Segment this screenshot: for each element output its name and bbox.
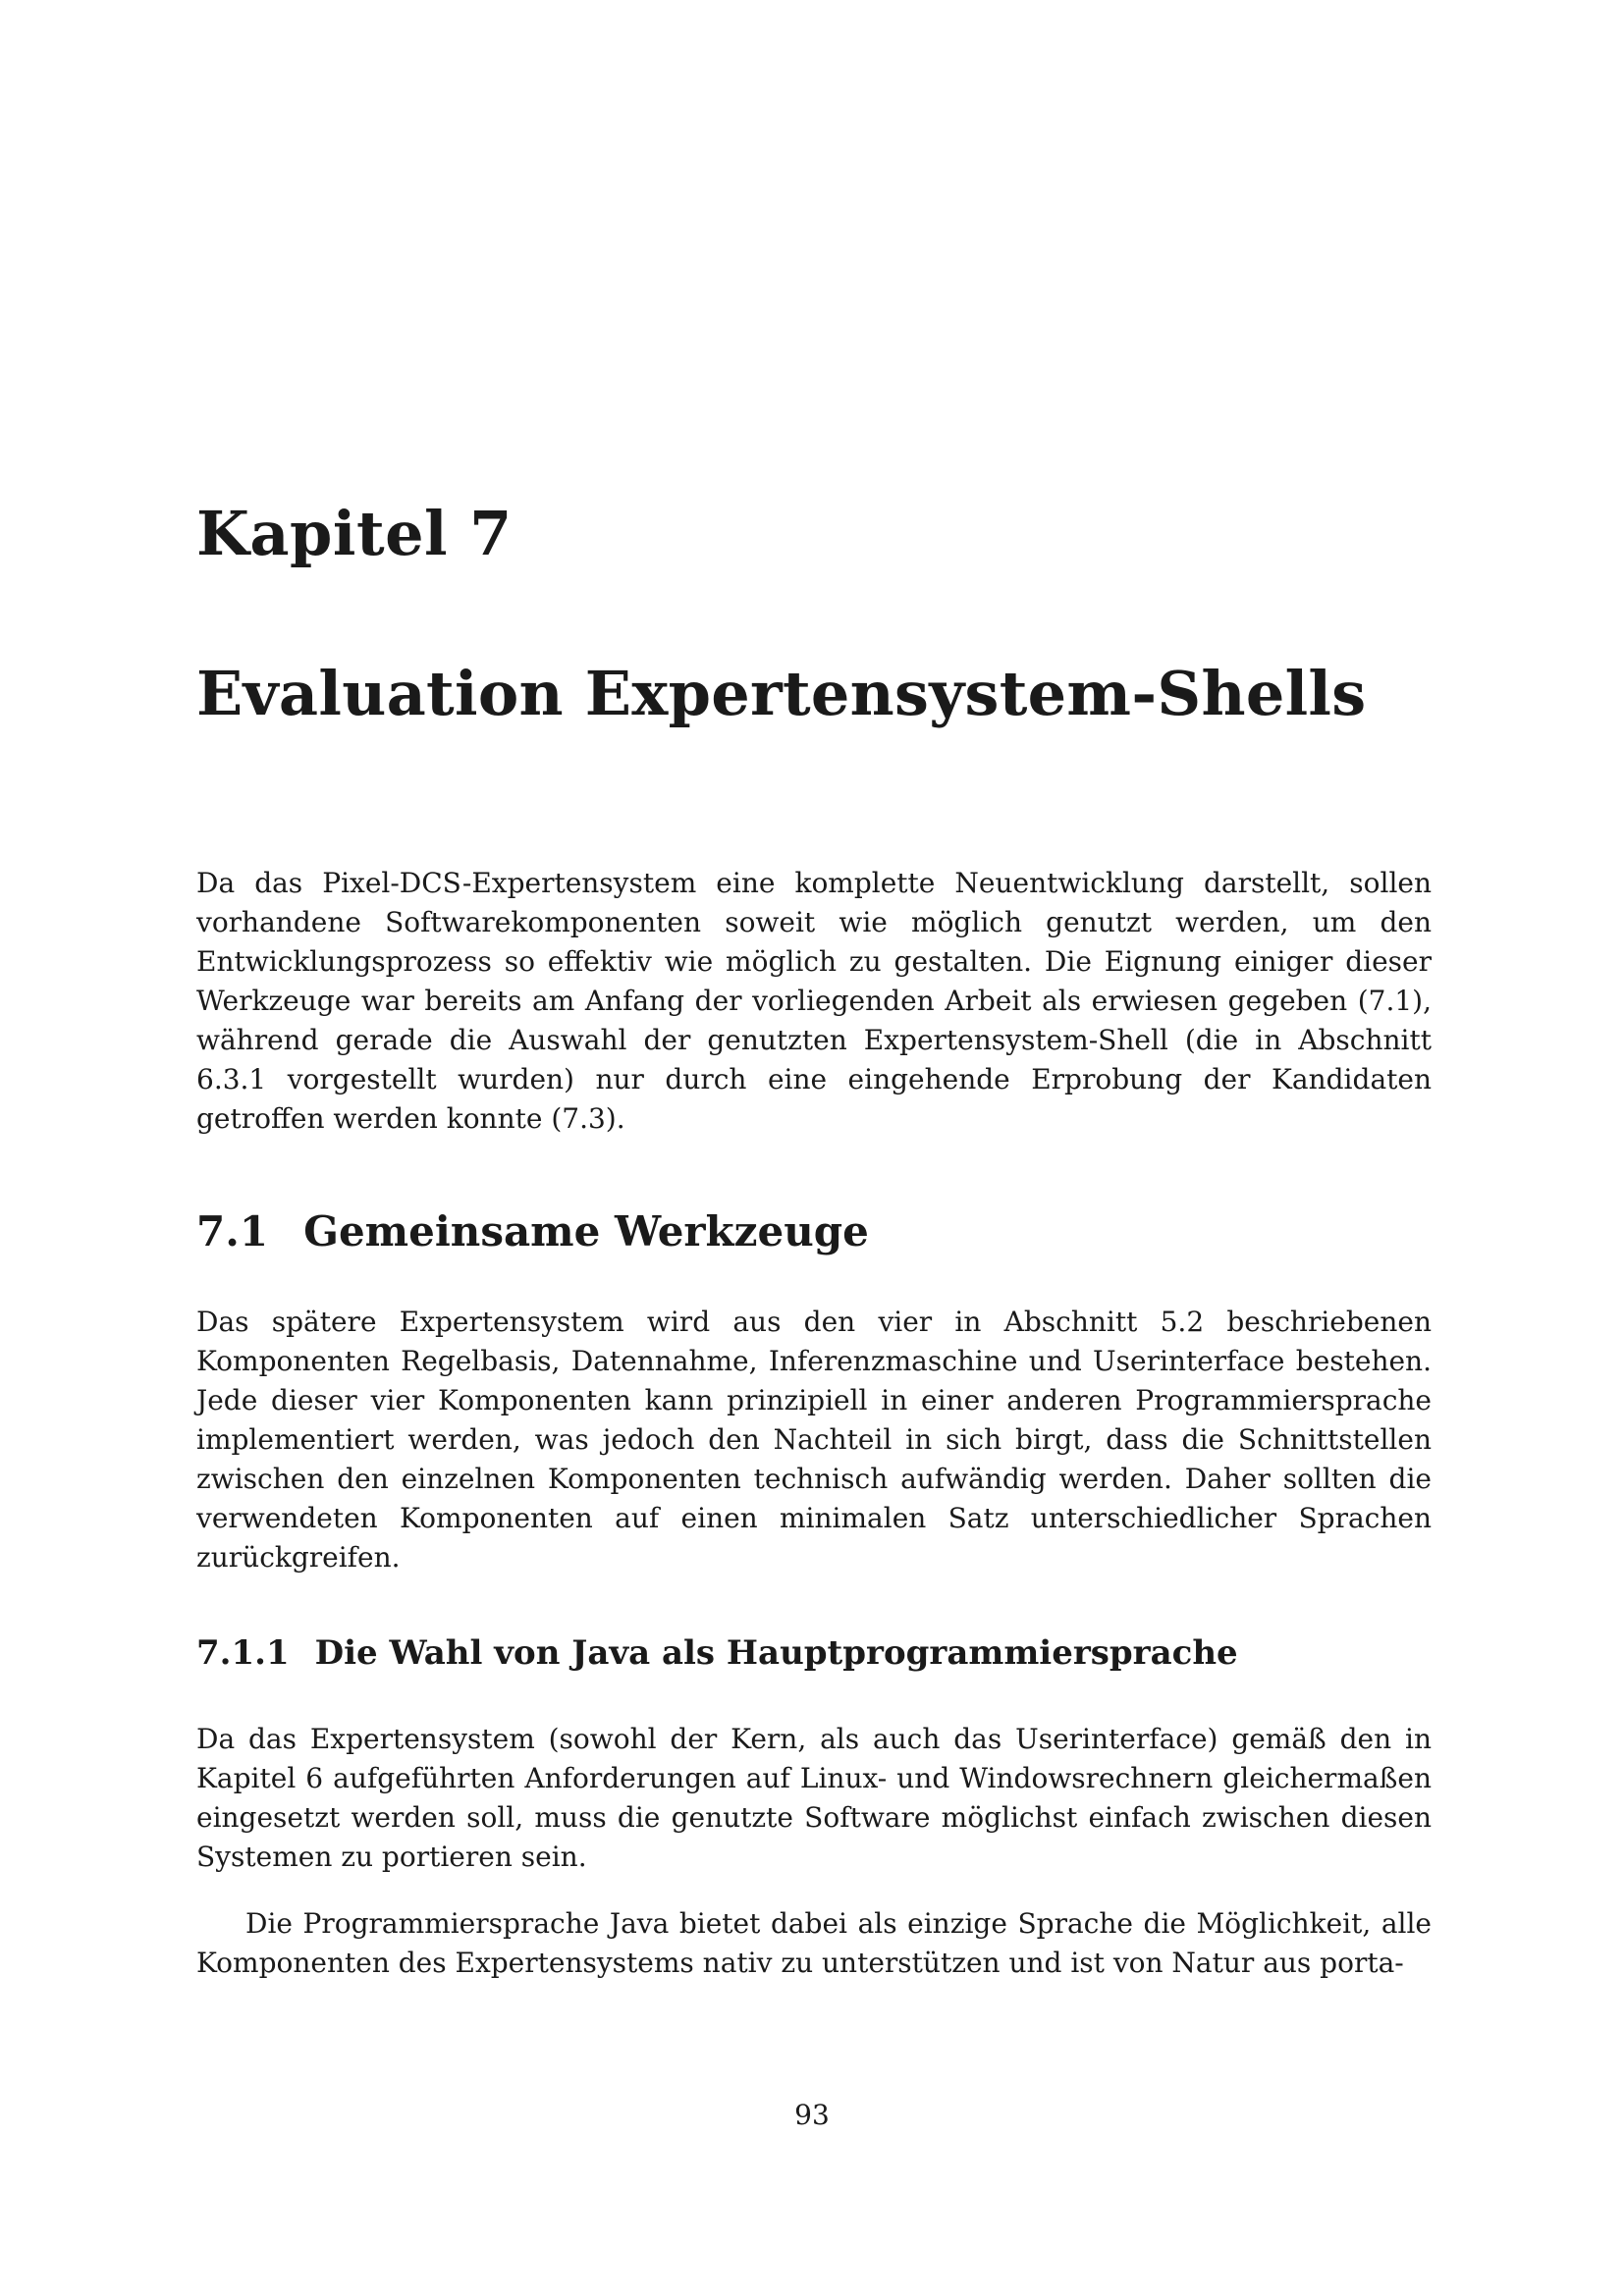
section-paragraph: Das spätere Expertensystem wird aus den vier in Abschnitt 5.2 beschriebenen Komponenten Regelbasis, Datennahme, Inferenzmaschine und Userinterface bestehen. Jede dieser vier Komponenten kann prinzipiell in einer anderen Programmiersprache implementiert werden, was jedoch den Nachteil in sich birgt, dass die Schnittstellen zwischen den einzelnen Komponenten technisch aufwändig werden. Daher sollten die verwendeten Komponenten auf einen minimalen Satz unterschiedlicher Sprachen zurückgreifen. [196,1306,1432,1574]
subsection-title: Die Wahl von Java als Hauptprogrammiersprache [314,1633,1238,1673]
section-number: 7.1 [196,1207,269,1255]
section-heading [196,1209,869,1255]
chapter-title: Evaluation Expertensystem-Shells [196,658,1367,729]
chapter-label: Kapitel 7 [196,498,513,569]
subsection-heading [196,1635,1238,1672]
section-title: Gemeinsame Werkzeuge [303,1207,869,1255]
page-number: 93 [794,2099,830,2131]
subsection-number: 7.1.1 [196,1633,290,1673]
subsection-paragraph-2: Die Programmiersprache Java bietet dabei als einzige Sprache die Möglichkeit, alle Komponenten des Expertensystems nativ zu unterstützen und ist von Natur aus porta- [196,1907,1432,1979]
intro-paragraph: Da das Pixel-DCS-Expertensystem eine komplette Neuentwicklung darstellt, sollen vorhandene Softwarekomponenten soweit wie möglich genutzt werden, um den Entwicklungsprozess so effektiv wie möglich zu gestalten. Die Eignung einiger dieser Werkzeuge war bereits am Anfang der vorliegenden Arbeit als erwiesen gegeben (7.1), während gerade die Auswahl der genutzten Expertensystem-Shell (die in Abschnitt 6.3.1 vorgestellt wurden) nur durch eine eingehende Erprobung der Kandidaten getroffen werden konnte (7.3). [196,867,1432,1135]
subsection-paragraph-1: Da das Expertensystem (sowohl der Kern, als auch das Userinterface) gemäß den in Kapitel 6 aufgeführten Anforderungen auf Linux- und Windowsrechnern gleichermaßen eingesetzt werden soll, muss die genutzte Software möglichst einfach zwischen diesen Systemen zu portieren sein. [196,1723,1432,1873]
